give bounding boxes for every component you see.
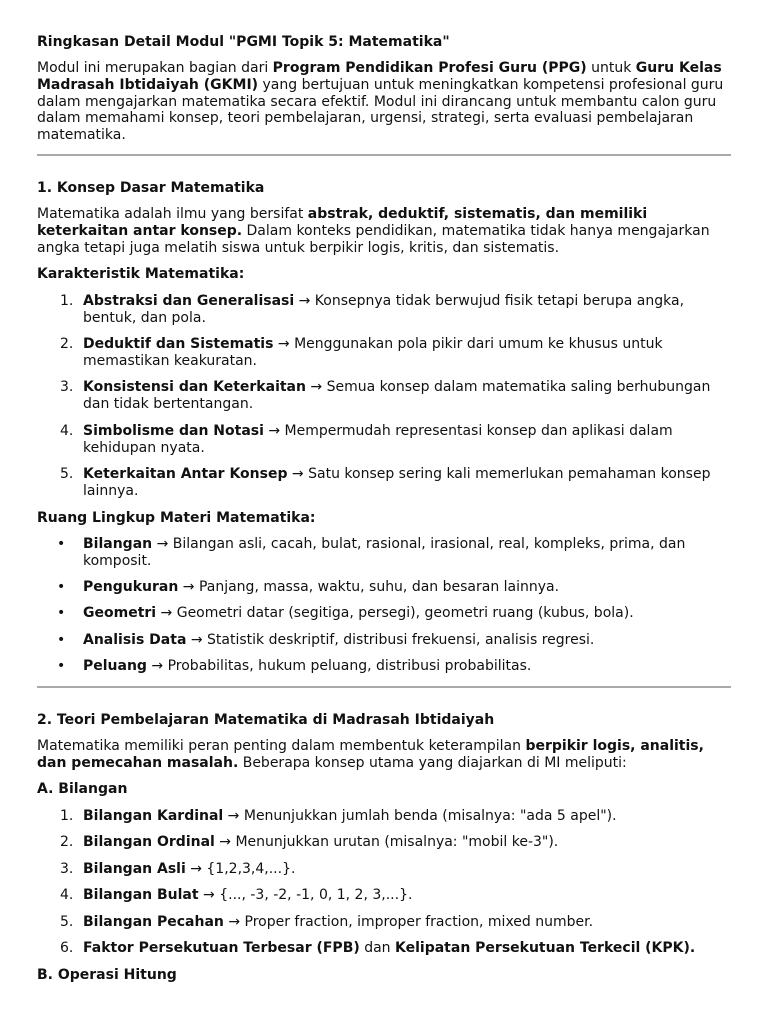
section-1-paragraph	[37, 206, 737, 256]
item-text: → Menunjukkan urutan (misalnya: "mobil ke-3").	[214, 834, 559, 850]
list-number: 1.	[60, 808, 74, 824]
item-text: → Menggunakan pola pikir dari umum ke khusus untuk memastikan keakuratan.	[83, 336, 663, 369]
karakteristik-heading: Karakteristik Matematika:	[37, 266, 245, 282]
list-item	[37, 293, 737, 327]
list-number: 4.	[60, 887, 74, 903]
ruang-lingkup-heading: Ruang Lingkup Materi Matematika:	[37, 510, 316, 526]
bullet-item	[37, 605, 737, 622]
s1-bold: abstrak, deduktif, sistematis, dan memiliki keterkaitan antar konsep.	[37, 206, 648, 239]
list-item	[37, 379, 737, 413]
s1-text-2: Dalam konteks pendidikan, matematika tidak hanya mengajarkan angka tetapi juga melatih siswa untuk berpikir logis, kritis, dan sistematis.	[37, 222, 710, 256]
item-bold: Geometri	[83, 605, 157, 621]
list-item	[37, 336, 737, 370]
item-text: → Statistik deskriptif, distribusi frekuensi, analisis regresi.	[186, 632, 595, 648]
section-2-paragraph	[37, 738, 737, 772]
list-number: 6.	[60, 940, 74, 956]
item-bold: Konsistensi dan Keterkaitan	[83, 379, 306, 395]
divider	[37, 686, 731, 688]
bullet-item	[37, 632, 737, 649]
item-bold: Bilangan	[83, 536, 153, 552]
bullet-icon: •	[57, 658, 66, 674]
list-number: 3.	[60, 861, 74, 877]
list-number: 5.	[60, 466, 74, 482]
item-text: → Probabilitas, hukum peluang, distribusi probabilitas.	[146, 658, 532, 674]
item-text: → Panjang, massa, waktu, suhu, dan besaran lainnya.	[178, 579, 560, 595]
list-item	[37, 887, 737, 904]
section-2-heading: 2. Teori Pembelajaran Matematika di Madrasah Ibtidaiyah	[37, 712, 495, 728]
s1-text-1: Matematika adalah ilmu yang bersifat	[37, 206, 308, 222]
bullet-icon: •	[57, 536, 66, 552]
item-text: → {1,2,3,4,...}.	[185, 861, 296, 877]
item-bold: Bilangan Pecahan	[83, 914, 224, 930]
bullet-item	[37, 579, 737, 596]
item-bold: Bilangan Bulat	[83, 887, 199, 903]
item-bold: Bilangan Asli	[83, 861, 186, 877]
item-bold: Keterkaitan Antar Konsep	[83, 466, 288, 482]
intro-paragraph	[37, 60, 737, 144]
item-bold: Bilangan Kardinal	[83, 808, 224, 824]
s2-text-1: Matematika memiliki peran penting dalam membentuk keterampilan	[37, 738, 526, 754]
item-text: → Menunjukkan jumlah benda (misalnya: "ada 5 apel").	[223, 808, 617, 824]
item-bold: Pengukuran	[83, 579, 179, 595]
list-item	[37, 914, 737, 931]
document-title: Ringkasan Detail Modul "PGMI Topik 5: Matematika"	[37, 34, 450, 50]
item-bold: Bilangan Ordinal	[83, 834, 215, 850]
list-number: 5.	[60, 914, 74, 930]
operasi-hitung-heading: B. Operasi Hitung	[37, 967, 177, 983]
intro-text-3: yang bertujuan untuk meningkatkan kompetensi profesional guru dalam mengajarkan matematika secara efektif. Modul ini dirancang untuk membantu calon guru dalam memahami konsep, teori pembelajaran, urgensi, strategi, serta evaluasi pembelajaran matematika.	[37, 76, 724, 144]
item-text: → Konsepnya tidak berwujud fisik tetapi berupa angka, bentuk, dan pola.	[83, 293, 685, 326]
list-item	[37, 808, 737, 825]
list-item	[37, 466, 737, 500]
item-bold: Analisis Data	[83, 632, 187, 648]
intro-text-2: untuk	[586, 60, 636, 76]
bullet-icon: •	[57, 605, 66, 621]
list-number: 2.	[60, 336, 74, 352]
intro-text-1: Modul ini merupakan bagian dari	[37, 60, 273, 76]
item-bold: Deduktif dan Sistematis	[83, 336, 274, 352]
item-text: → Mempermudah representasi konsep dan aplikasi dalam kehidupan nyata.	[83, 423, 673, 456]
list-number: 3.	[60, 379, 74, 395]
section-1-heading: 1. Konsep Dasar Matematika	[37, 180, 265, 196]
item-bold: Peluang	[83, 658, 147, 674]
intro-bold-ppg: Program Pendidikan Profesi Guru (PPG)	[272, 60, 587, 76]
item-text: → Semua konsep dalam matematika saling berhubungan dan tidak bertentangan.	[83, 379, 711, 412]
intro-bold-gkmi: Guru Kelas Madrasah Ibtidaiyah (GKMI)	[37, 60, 722, 93]
bullet-item	[37, 536, 737, 570]
item-bold: Simbolisme dan Notasi	[83, 423, 264, 439]
item-bold-fpb: Faktor Persekutuan Terbesar (FPB)	[83, 940, 360, 956]
bullet-icon: •	[57, 632, 66, 648]
bilangan-heading: A. Bilangan	[37, 781, 128, 797]
list-number: 2.	[60, 834, 74, 850]
list-item	[37, 861, 737, 878]
list-number: 4.	[60, 423, 74, 439]
item-text: → Bilangan asli, cacah, bulat, rasional, irasional, real, kompleks, prima, dan komposit.	[83, 536, 686, 569]
item-text: → Geometri datar (segitiga, persegi), geometri ruang (kubus, bola).	[156, 605, 634, 621]
list-item	[37, 940, 737, 957]
item-text: → Proper fraction, improper fraction, mixed number.	[223, 914, 594, 930]
item-text: → {..., -3, -2, -1, 0, 1, 2, 3,...}.	[198, 887, 413, 903]
item-text: → Satu konsep sering kali memerlukan pemahaman konsep lainnya.	[83, 466, 711, 499]
item-text: dan	[359, 940, 396, 956]
item-bold-kpk: Kelipatan Persekutuan Terkecil (KPK).	[395, 940, 696, 956]
s2-bold: berpikir logis, analitis, dan pemecahan masalah.	[37, 738, 704, 771]
list-item	[37, 834, 737, 851]
bullet-item	[37, 658, 737, 675]
item-bold: Abstraksi dan Generalisasi	[83, 293, 295, 309]
list-item	[37, 423, 737, 457]
divider	[37, 154, 731, 156]
s2-text-2: Beberapa konsep utama yang diajarkan di MI meliputi:	[238, 754, 627, 771]
bullet-icon: •	[57, 579, 66, 595]
list-number: 1.	[60, 293, 74, 309]
